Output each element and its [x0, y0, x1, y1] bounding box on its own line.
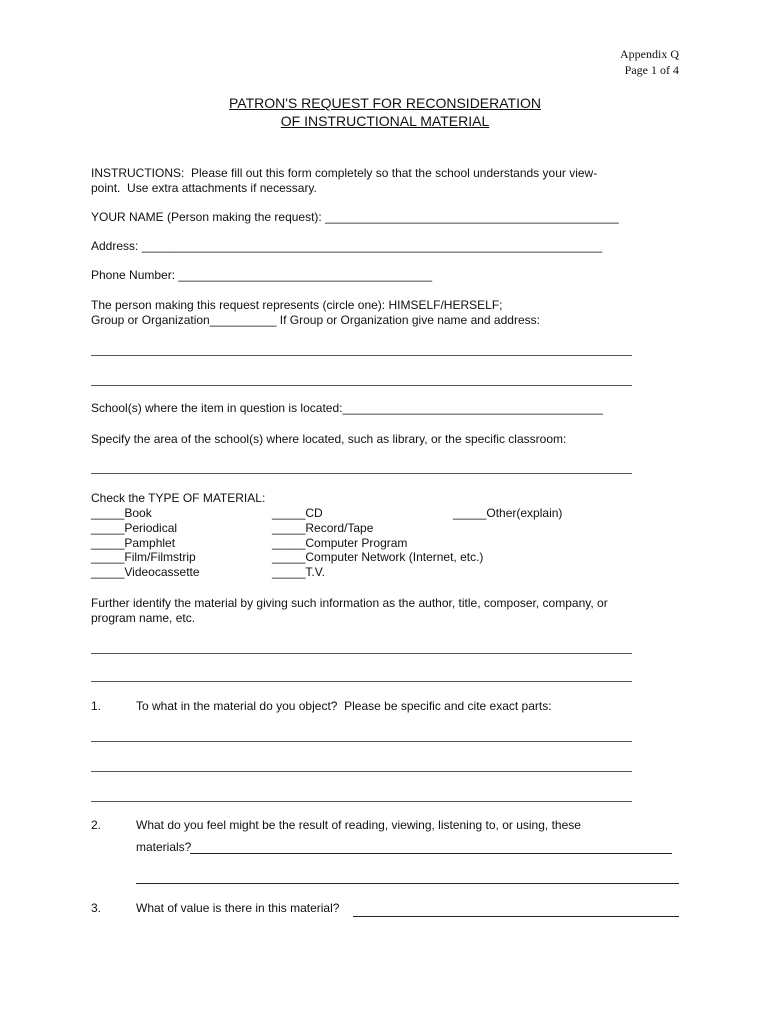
material-option[interactable]: _____Film/Filmstrip [91, 550, 196, 564]
form-title-line1: PATRON'S REQUEST FOR RECONSIDERATION [229, 95, 541, 111]
material-option[interactable]: _____Periodical [91, 521, 178, 535]
question-1-text: To what in the material do you object? Please be specific and cite exact parts: [136, 699, 552, 713]
material-type-heading: Check the TYPE OF MATERIAL: [91, 491, 266, 505]
question-2-number: 2. [91, 818, 102, 832]
represents-line1: The person making this request represents (circle one): HIMSELF/HERSELF; [91, 298, 503, 312]
question-1-answer-line-1[interactable] [91, 741, 632, 742]
instructions-line1: INSTRUCTIONS: Please fill out this form completely so that the school understands your view- [91, 166, 598, 180]
question-1-answer-line-3[interactable] [91, 801, 632, 802]
material-option[interactable]: _____Pamphlet [91, 536, 176, 550]
further-identify-line1: Further identify the material by giving such information as the author, title, composer, company, or [91, 596, 608, 610]
material-option[interactable]: _____Videocassette [91, 565, 200, 579]
further-identify-line2: program name, etc. [91, 611, 196, 625]
appendix-label: Appendix Q [620, 47, 679, 61]
question-3-number: 3. [91, 901, 102, 915]
represents-line2[interactable]: Group or Organization__________ If Group or Organization give name and address: [91, 313, 540, 327]
question-2-answer-line-2[interactable] [136, 883, 679, 884]
org-address-line-2[interactable] [91, 385, 632, 386]
org-address-line-1[interactable] [91, 355, 632, 356]
question-2-text-continued: materials? [136, 840, 192, 854]
name-field[interactable]: YOUR NAME (Person making the request): ____________________________________________ [91, 210, 619, 224]
question-3-answer-line[interactable] [353, 916, 679, 917]
question-2-text: What do you feel might be the result of reading, viewing, listening to, or using, these [136, 818, 581, 832]
material-option-other[interactable]: _____Other(explain) [453, 506, 563, 520]
phone-field[interactable]: Phone Number: ______________________________________ [91, 268, 432, 282]
area-prompt: Specify the area of the school(s) where located, such as library, or the specific classroom: [91, 432, 567, 446]
question-3-text: What of value is there in this material? [136, 901, 340, 915]
area-answer-line[interactable] [91, 473, 632, 474]
material-option[interactable]: _____CD [272, 506, 323, 520]
material-option[interactable]: _____Computer Program [272, 536, 408, 550]
instructions-line2: point. Use extra attachments if necessary. [91, 181, 317, 195]
address-field[interactable]: Address: _____________________________________________________________________ [91, 239, 603, 253]
further-answer-line-1[interactable] [91, 653, 632, 654]
question-2-answer-line-1[interactable] [190, 853, 672, 854]
material-option[interactable]: _____T.V. [272, 565, 325, 579]
material-option[interactable]: _____Book [91, 506, 152, 520]
question-1-number: 1. [91, 699, 102, 713]
form-title-line2: OF INSTRUCTIONAL MATERIAL [280, 113, 490, 129]
further-answer-line-2[interactable] [91, 681, 632, 682]
material-option[interactable]: _____Record/Tape [272, 521, 374, 535]
material-option[interactable]: _____Computer Network (Internet, etc.) [272, 550, 484, 564]
school-location-field[interactable]: School(s) where the item in question is located:_______________________________________ [91, 401, 603, 415]
question-1-answer-line-2[interactable] [91, 771, 632, 772]
page-number: Page 1 of 4 [624, 63, 679, 77]
